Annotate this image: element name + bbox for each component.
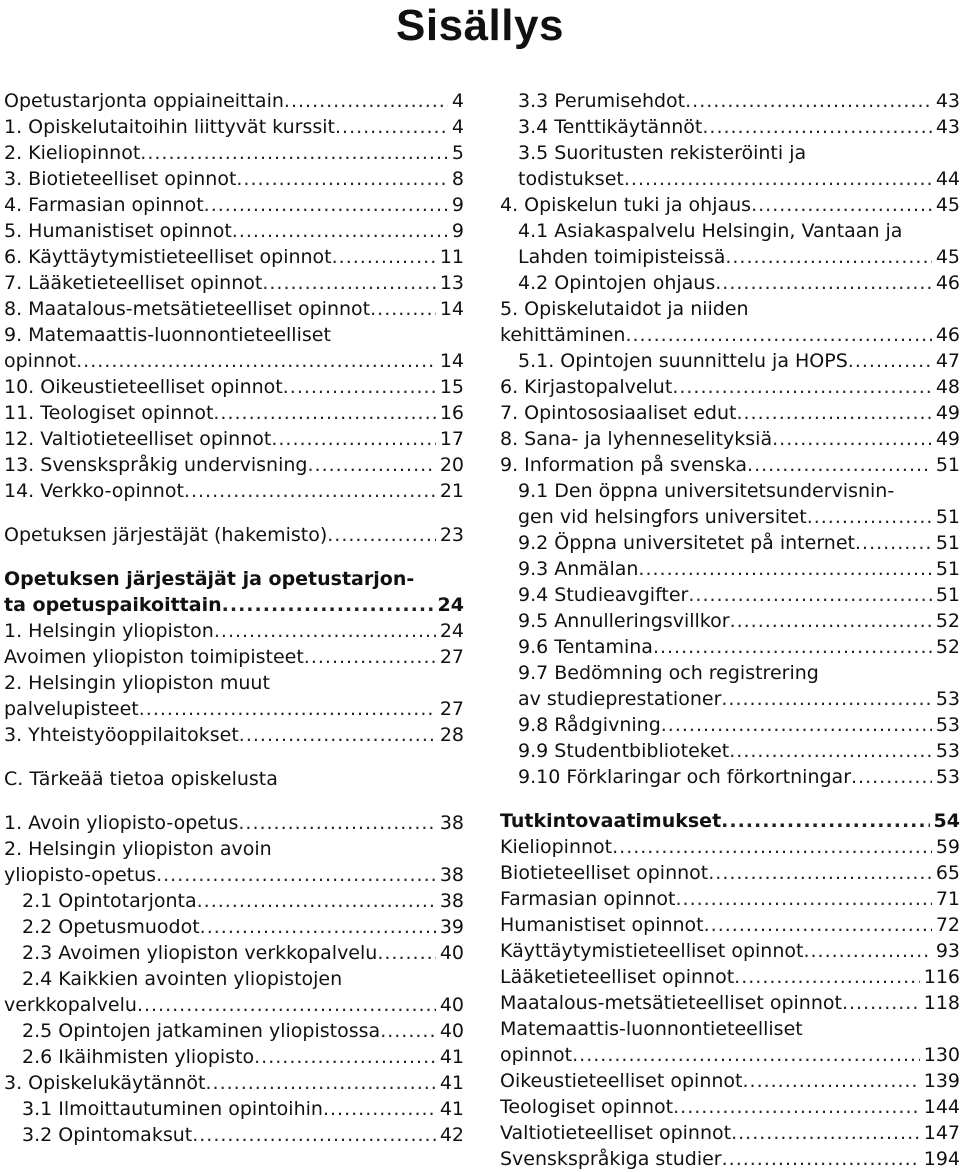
- dot-leader: [721, 686, 931, 712]
- dot-leader: [76, 348, 436, 374]
- dot-leader: [725, 244, 931, 270]
- dot-leader: [239, 722, 436, 748]
- dot-leader: [327, 522, 436, 548]
- toc-entry-page: 4: [451, 116, 464, 138]
- toc-entry-page: 52: [935, 636, 960, 658]
- dot-leader: [612, 834, 932, 860]
- toc-entry: [4, 696, 464, 722]
- toc-entry-page: 4: [451, 90, 464, 112]
- toc-entry: [500, 322, 960, 348]
- toc-entry: [4, 1070, 464, 1096]
- dot-leader: [335, 114, 448, 140]
- toc-entry-page: 43: [935, 90, 960, 112]
- dot-leader: [672, 374, 932, 400]
- toc-entry-page: 41: [439, 1098, 464, 1120]
- dot-leader: [222, 592, 434, 618]
- dot-leader: [731, 1120, 920, 1146]
- toc-entry: [4, 888, 464, 914]
- dot-leader: [653, 634, 932, 660]
- toc-entry: [4, 1044, 464, 1070]
- toc-entry: [4, 722, 464, 748]
- toc-entry-title: 3. Yhteistyöoppilaitokset: [4, 724, 239, 746]
- dot-leader: [807, 504, 932, 530]
- toc-entry-title: ta opetuspaikoittain: [4, 594, 222, 616]
- toc-entry-page: 130: [923, 1044, 960, 1066]
- dot-leader: [156, 862, 436, 888]
- toc-entry-page: 48: [935, 376, 960, 398]
- toc-entry-continued: [4, 836, 464, 862]
- toc-entry-title: 11. Teologiset opinnot: [4, 402, 214, 424]
- toc-entry-page: 14: [439, 350, 464, 372]
- toc-entry: [4, 296, 464, 322]
- toc-entry-continued: [4, 670, 464, 696]
- dot-leader: [736, 400, 931, 426]
- toc-entry-title: 3.3 Perumisehdot: [518, 90, 686, 112]
- toc-entry-page: 51: [935, 584, 960, 606]
- dot-leader: [772, 426, 932, 452]
- dot-leader: [214, 618, 436, 644]
- toc-entry-page: 14: [439, 298, 464, 320]
- toc-entry: [500, 426, 960, 452]
- dot-leader: [742, 1068, 919, 1094]
- toc-entry-page: 41: [439, 1046, 464, 1068]
- toc-entry: [4, 400, 464, 426]
- toc-entry-title: 10. Oikeustieteelliset opinnot: [4, 376, 283, 398]
- toc-entry-title: Svenskspråkiga studier: [500, 1148, 722, 1170]
- toc-entry-title: verkkopalvelu: [4, 994, 137, 1016]
- toc-entry-title: 12. Valtiotieteelliset opinnot: [4, 428, 272, 450]
- toc-entry: [500, 400, 960, 426]
- toc-entry: [4, 1122, 464, 1148]
- toc-entry-page: 13: [439, 272, 464, 294]
- toc-entry-title: 4. Farmasian opinnot: [4, 194, 204, 216]
- toc-entry-title: Maatalous-metsätieteelliset opinnot: [500, 992, 842, 1014]
- toc-entry: [500, 166, 960, 192]
- toc-entry-title: 9. Matemaattis-luonnontieteelliset: [4, 324, 331, 346]
- toc-entry-title: yliopisto-opetus: [4, 864, 157, 886]
- toc-entry-title: 2.5 Opintojen jatkaminen yliopistossa: [22, 1020, 381, 1042]
- dot-leader: [284, 88, 448, 114]
- dot-leader: [304, 644, 436, 670]
- toc-entry: [500, 834, 960, 860]
- toc-entry-page: 65: [935, 862, 960, 884]
- toc-entry-page: 9: [451, 194, 464, 216]
- toc-entry-title: 8. Maatalous-metsätieteelliset opinnot: [4, 298, 371, 320]
- toc-entry-title: Oikeustieteelliset opinnot: [500, 1070, 743, 1092]
- toc-entry-title: 6. Kirjastopalvelut: [500, 376, 673, 398]
- toc-entry-title: gen vid helsingfors universitet: [518, 506, 807, 528]
- dot-leader: [197, 888, 436, 914]
- toc-entry-page: 139: [923, 1070, 960, 1092]
- dot-leader: [638, 556, 931, 582]
- toc-entry: [4, 940, 464, 966]
- toc-entry: [500, 990, 960, 1016]
- toc-entry-title: Valtiotieteelliset opinnot: [500, 1122, 732, 1144]
- toc-entry: [4, 644, 464, 670]
- toc-entry-page: 11: [439, 246, 464, 268]
- toc-column-right: [500, 80, 960, 1172]
- dot-leader: [675, 886, 931, 912]
- dot-leader: [751, 192, 932, 218]
- dot-leader: [137, 992, 436, 1018]
- toc-entry-title: 2.1 Opintotarjonta: [22, 890, 197, 912]
- toc-entry: [4, 348, 464, 374]
- dot-leader: [307, 452, 435, 478]
- toc-entry: [500, 452, 960, 478]
- dot-leader: [673, 1094, 920, 1120]
- dot-leader: [685, 88, 932, 114]
- toc-entry-continued: [500, 1016, 960, 1042]
- toc-entry: [500, 1042, 960, 1068]
- toc-entry-title: 3. Biotieteelliset opinnot: [4, 168, 237, 190]
- toc-entry-title: 5. Opiskelutaidot ja niiden: [500, 298, 749, 320]
- toc-entry-page: 59: [935, 836, 960, 858]
- dot-leader: [204, 192, 448, 218]
- toc-entry-title: 7. Opintososiaaliset edut: [500, 402, 737, 424]
- toc-entry: [500, 608, 960, 634]
- toc-entry-page: 144: [923, 1096, 960, 1118]
- toc-entry: [500, 1068, 960, 1094]
- toc-entry-continued: [500, 218, 960, 244]
- toc-entry: [4, 452, 464, 478]
- toc-entry-page: 17: [439, 428, 464, 450]
- toc-entry: [500, 912, 960, 938]
- dot-leader: [323, 1096, 436, 1122]
- toc-entry-title: 2.4 Kaikkien avointen yliopistojen: [22, 968, 343, 990]
- toc-entry-title: 5. Humanistiset opinnot: [4, 220, 232, 242]
- toc-entry-page: 15: [439, 376, 464, 398]
- toc-entry-continued: [500, 296, 960, 322]
- toc-entry-page: 46: [935, 324, 960, 346]
- toc-entry-title: Käyttäytymistieteelliset opinnot: [500, 940, 804, 962]
- toc-entry-page: 5: [451, 142, 464, 164]
- toc-entry: [500, 712, 960, 738]
- toc-entry-title: 13. Svenskspråkig undervisning: [4, 454, 308, 476]
- toc-entry-page: 53: [935, 688, 960, 710]
- toc-entry-title: C. Tärkeää tietoa opiskelusta: [4, 768, 278, 790]
- toc-entry-title: 4.1 Asiakaspalvelu Helsingin, Vantaan ja: [518, 220, 903, 242]
- toc-entry: [4, 522, 464, 548]
- toc-entry-title: 1. Opiskelutaitoihin liittyvät kurssit: [4, 116, 335, 138]
- dot-leader: [184, 478, 436, 504]
- toc-entry-title: 3. Opiskelukäytännöt: [4, 1072, 206, 1094]
- toc-entry-title: Humanistiset opinnot: [500, 914, 704, 936]
- dot-leader: [192, 1122, 436, 1148]
- toc-entry-title: 2.3 Avoimen yliopiston verkkopalvelu: [22, 942, 378, 964]
- toc-entry-page: 24: [439, 620, 464, 642]
- dot-leader: [213, 400, 435, 426]
- dot-leader: [702, 114, 931, 140]
- dot-leader: [708, 860, 932, 886]
- toc-entry: [500, 530, 960, 556]
- toc-entry-title: 9.7 Bedömning och registrering: [518, 662, 819, 684]
- toc-entry: [500, 582, 960, 608]
- toc-entry-continued: [500, 140, 960, 166]
- toc-entry-title: av studieprestationer: [518, 688, 722, 710]
- toc-entry: [500, 556, 960, 582]
- toc-entry: [500, 348, 960, 374]
- toc-entry-page: 45: [935, 246, 960, 268]
- toc-entry-page: 194: [923, 1148, 960, 1170]
- toc-entry-continued: [4, 966, 464, 992]
- toc-entry-continued: [4, 566, 464, 592]
- toc-entry-title: 6. Käyttäytymistieteelliset opinnot: [4, 246, 332, 268]
- toc-entry-page: 41: [439, 1072, 464, 1094]
- dot-leader: [139, 696, 436, 722]
- toc-entry: [4, 1096, 464, 1122]
- toc-entry: [4, 592, 464, 618]
- toc-entry: [4, 810, 464, 836]
- toc-entry-title: 9.8 Rådgivning: [518, 714, 661, 736]
- toc-entry: [4, 992, 464, 1018]
- toc-entry: [500, 634, 960, 660]
- toc-entry: [500, 504, 960, 530]
- dot-leader: [730, 608, 932, 634]
- toc-entry-continued: [500, 478, 960, 504]
- dot-leader: [842, 990, 920, 1016]
- toc-entry-title: palvelupisteet: [4, 698, 139, 720]
- toc-entry-page: 44: [935, 168, 960, 190]
- toc-entry-page: 49: [935, 402, 960, 424]
- dot-leader: [722, 1146, 920, 1172]
- toc-entry: [500, 244, 960, 270]
- toc-entry-page: 51: [935, 506, 960, 528]
- dot-leader: [262, 270, 435, 296]
- toc-entry-page: 53: [935, 714, 960, 736]
- toc-entry: [500, 192, 960, 218]
- toc-entry-page: 38: [439, 812, 464, 834]
- toc-entry-title: 2. Kieliopinnot: [4, 142, 141, 164]
- toc-entry-page: 27: [439, 698, 464, 720]
- toc-entry-page: 21: [439, 480, 464, 502]
- toc-entry: [500, 270, 960, 296]
- dot-leader: [380, 1018, 436, 1044]
- toc-entry-page: 52: [935, 610, 960, 632]
- toc-entry-title: Teologiset opinnot: [500, 1096, 674, 1118]
- toc-entry-page: 45: [935, 194, 960, 216]
- toc-entry-title: 14. Verkko-opinnot: [4, 480, 184, 502]
- toc-entry: [500, 764, 960, 790]
- toc-entry: [500, 886, 960, 912]
- toc-entry: [4, 192, 464, 218]
- toc-entry-title: Tutkintovaatimukset: [500, 810, 722, 832]
- toc-entry-title: 9.4 Studieavgifter: [518, 584, 689, 606]
- toc-entry-title: 3.2 Opintomaksut: [22, 1124, 193, 1146]
- toc-entry-title: 9.1 Den öppna universitetsundervisnin-: [518, 480, 895, 502]
- toc-entry-page: 51: [935, 454, 960, 476]
- toc-entry: [4, 88, 464, 114]
- toc-entry-page: 71: [935, 888, 960, 910]
- toc-entry-title: 3.4 Tenttikäytännöt: [518, 116, 703, 138]
- toc-entry-title: 9.6 Tentamina: [518, 636, 653, 658]
- dot-leader: [238, 810, 435, 836]
- dot-leader: [572, 1042, 920, 1068]
- dot-leader: [206, 1070, 436, 1096]
- dot-leader: [254, 1044, 436, 1070]
- toc-entry-title: 1. Helsingin yliopiston: [4, 620, 214, 642]
- toc-entry-title: Opetuksen järjestäjät (hakemisto): [4, 524, 328, 546]
- toc-entry-title: 7. Lääketieteelliset opinnot: [4, 272, 263, 294]
- toc-entry-page: 40: [439, 1020, 464, 1042]
- toc-entry-title: Lääketieteelliset opinnot: [500, 966, 735, 988]
- toc-entry: [500, 374, 960, 400]
- toc-entry-title: Lahden toimipisteissä: [518, 246, 726, 268]
- toc-entry-title: 4. Opiskelun tuki ja ohjaus: [500, 194, 752, 216]
- toc-entry-page: 47: [935, 350, 960, 372]
- toc-entry-page: 116: [923, 966, 960, 988]
- dot-leader: [283, 374, 436, 400]
- toc-entry-page: 16: [439, 402, 464, 424]
- toc-entry: [4, 166, 464, 192]
- toc-entry-title: kehittäminen: [500, 324, 626, 346]
- toc-entry: [4, 270, 464, 296]
- toc-entry-page: 43: [935, 116, 960, 138]
- toc-entry-title: 9.9 Studentbiblioteket: [518, 740, 730, 762]
- toc-entry-title: 9.2 Öppna universitetet på internet: [518, 532, 855, 554]
- toc-entry-title: todistukset: [518, 168, 624, 190]
- toc-entry: [500, 88, 960, 114]
- toc-entry-title: 2.6 Ikäihmisten yliopisto: [22, 1046, 255, 1068]
- dot-leader: [734, 964, 920, 990]
- dot-leader: [851, 764, 932, 790]
- dot-leader: [200, 914, 436, 940]
- toc-entry-page: 118: [923, 992, 960, 1014]
- dot-leader: [271, 426, 435, 452]
- toc-entry: [500, 738, 960, 764]
- dot-leader: [803, 938, 931, 964]
- dot-leader: [688, 582, 931, 608]
- toc-entry: [500, 1094, 960, 1120]
- toc-entry-page: 38: [439, 890, 464, 912]
- toc-entry-title: 9. Information på svenska: [500, 454, 748, 476]
- toc-entry-page: 42: [439, 1124, 464, 1146]
- dot-leader: [729, 738, 932, 764]
- toc-entry-continued: [4, 766, 464, 792]
- toc-entry-title: 8. Sana- ja lyhenneselityksiä: [500, 428, 773, 450]
- toc-entry: [500, 1120, 960, 1146]
- toc-entry: [500, 860, 960, 886]
- toc-entry: [500, 938, 960, 964]
- toc-entry-title: 1. Avoin yliopisto-opetus: [4, 812, 239, 834]
- dot-leader: [855, 530, 932, 556]
- toc-entry-page: 72: [935, 914, 960, 936]
- toc-entry: [500, 1146, 960, 1172]
- dot-leader: [232, 218, 448, 244]
- toc-entry-title: Biotieteelliset opinnot: [500, 862, 709, 884]
- dot-leader: [377, 940, 435, 966]
- toc-entry-page: 53: [935, 740, 960, 762]
- toc-entry: [4, 244, 464, 270]
- toc-entry-title: 3.5 Suoritusten rekisteröinti ja: [518, 142, 807, 164]
- toc-entry-page: 93: [935, 940, 960, 962]
- dot-leader: [624, 166, 932, 192]
- toc-entry-page: 51: [935, 558, 960, 580]
- toc-entry-title: Kieliopinnot: [500, 836, 613, 858]
- toc-entry: [500, 808, 960, 834]
- dot-leader: [140, 140, 448, 166]
- toc-entry-title: Avoimen yliopiston toimipisteet: [4, 646, 304, 668]
- toc-entry-page: 40: [439, 942, 464, 964]
- toc-entry: [4, 426, 464, 452]
- toc-entry-title: Opetuksen järjestäjät ja opetustarjon-: [4, 568, 415, 590]
- toc-entry-title: 9.3 Anmälan: [518, 558, 639, 580]
- toc-entry: [4, 478, 464, 504]
- toc-entry-page: 8: [451, 168, 464, 190]
- toc-entry-page: 23: [439, 524, 464, 546]
- toc-entry-page: 40: [439, 994, 464, 1016]
- toc-entry: [4, 1018, 464, 1044]
- toc-entry-page: 51: [935, 532, 960, 554]
- toc-entry-page: 54: [933, 810, 960, 832]
- toc-entry-page: 27: [439, 646, 464, 668]
- toc-entry: [4, 374, 464, 400]
- toc-entry-title: 9.5 Annulleringsvillkor: [518, 610, 730, 632]
- dot-leader: [715, 270, 932, 296]
- toc-entry-title: Farmasian opinnot: [500, 888, 676, 910]
- toc-entry-page: 9: [451, 220, 464, 242]
- toc-entry-title: Matemaattis-luonnontieteelliset: [500, 1018, 803, 1040]
- toc-entry-title: 9.10 Förklaringar och förkortningar: [518, 766, 852, 788]
- dot-leader: [848, 348, 932, 374]
- toc-entry-continued: [4, 322, 464, 348]
- toc-entry-title: 2. Helsingin yliopiston muut: [4, 672, 270, 694]
- dot-leader: [661, 712, 932, 738]
- dot-leader: [747, 452, 932, 478]
- toc-entry: [500, 114, 960, 140]
- dot-leader: [704, 912, 932, 938]
- toc-entry-title: 4.2 Opintojen ohjaus: [518, 272, 716, 294]
- page-title: Sisällys: [396, 1, 564, 50]
- dot-leader: [721, 808, 929, 834]
- toc-entry-continued: [500, 660, 960, 686]
- toc-entry: [500, 964, 960, 990]
- toc-entry-page: 46: [935, 272, 960, 294]
- dot-leader: [370, 296, 436, 322]
- toc-entry: [4, 218, 464, 244]
- toc-entry-title: Opetustarjonta oppiaineittain: [4, 90, 284, 112]
- toc-entry-page: 53: [935, 766, 960, 788]
- toc-entry-page: 39: [439, 916, 464, 938]
- toc-column-left: [4, 80, 464, 1148]
- toc-entry-page: 49: [935, 428, 960, 450]
- toc-entry: [4, 914, 464, 940]
- toc-entry: [4, 862, 464, 888]
- dot-leader: [625, 322, 931, 348]
- toc-entry-title: 2. Helsingin yliopiston avoin: [4, 838, 272, 860]
- toc-entry-page: 28: [439, 724, 464, 746]
- toc-entry: [500, 686, 960, 712]
- toc-entry: [4, 114, 464, 140]
- toc-entry: [4, 140, 464, 166]
- toc-entry-page: 20: [439, 454, 464, 476]
- toc-entry-title: opinnot: [4, 350, 77, 372]
- toc-entry: [4, 618, 464, 644]
- toc-entry-title: 3.1 Ilmoittautuminen opintoihin: [22, 1098, 323, 1120]
- toc-entry-title: opinnot: [500, 1044, 573, 1066]
- dot-leader: [236, 166, 448, 192]
- dot-leader: [332, 244, 436, 270]
- toc-entry-page: 24: [437, 594, 464, 616]
- toc-entry-title: 5.1. Opintojen suunnittelu ja HOPS: [518, 350, 848, 372]
- toc-entry-page: 38: [439, 864, 464, 886]
- toc-entry-page: 147: [923, 1122, 960, 1144]
- toc-entry-title: 2.2 Opetusmuodot: [22, 916, 200, 938]
